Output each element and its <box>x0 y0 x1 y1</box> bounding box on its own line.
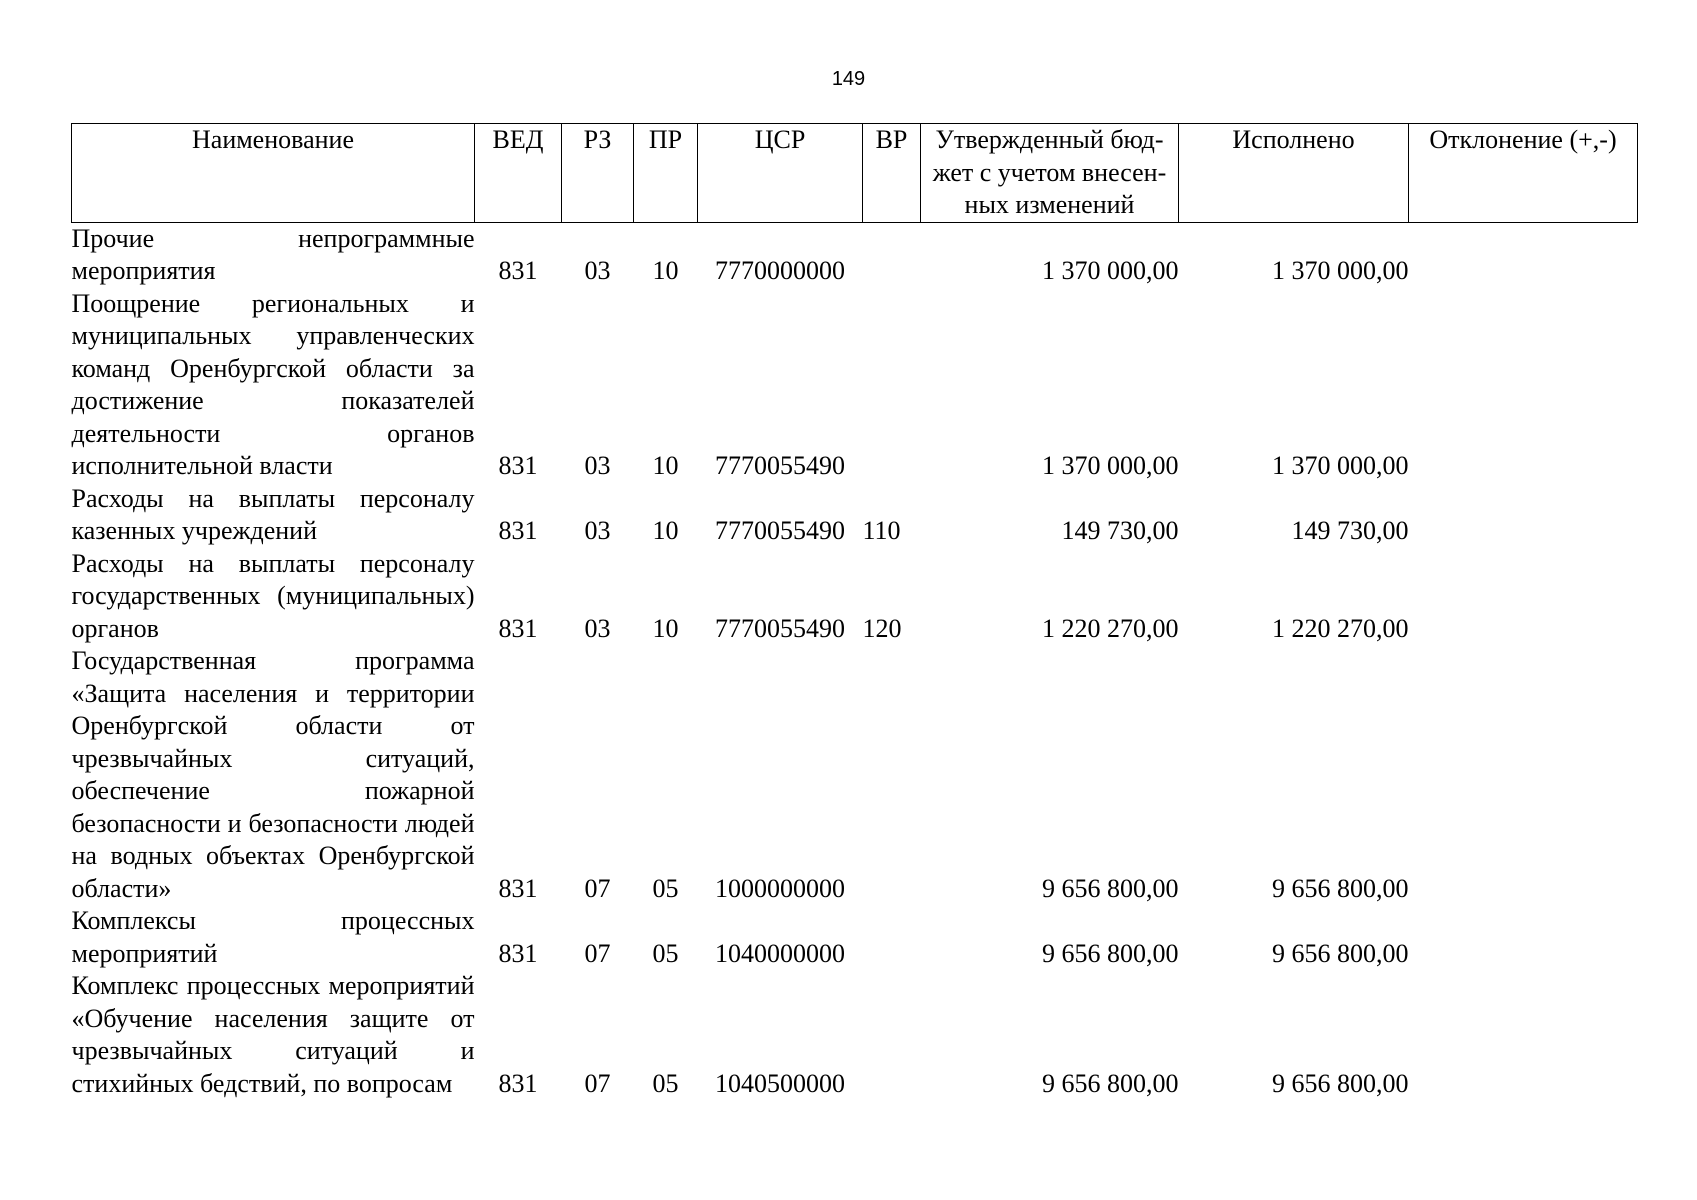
row-rz: 03 <box>584 516 611 545</box>
row-executed: 9 656 800,00 <box>1272 1068 1409 1098</box>
row-executed: 1 370 000,00 <box>1272 256 1409 285</box>
table-row <box>72 222 1638 288</box>
row-executed: 1 370 000,00 <box>1272 451 1409 480</box>
row-deviation <box>1409 645 1638 905</box>
row-pr: 10 <box>652 516 679 545</box>
table-row <box>72 483 1638 548</box>
row-rz: 07 <box>584 938 611 968</box>
row-ved: 831 <box>498 613 538 643</box>
row-executed: 9 656 800,00 <box>1272 873 1409 903</box>
row-vr <box>863 905 921 970</box>
row-executed: 149 730,00 <box>1291 516 1409 545</box>
table-row <box>72 970 1638 1100</box>
row-vr: 120 <box>862 613 902 643</box>
header-deviation: Отклонение (+,-) <box>1409 124 1638 223</box>
row-csr: 1040500000 <box>715 1068 845 1098</box>
row-name: Поощрение региональных и муниципальных управленческих команд Оренбургской области за достижение показателей деятельности органов исполнительной власти <box>71 288 475 480</box>
row-ved: 831 <box>498 873 538 903</box>
row-ved: 831 <box>498 451 538 480</box>
row-name: Расходы на выплаты персоналу государственных (муниципальных) органов <box>71 548 475 643</box>
row-approved: 1 370 000,00 <box>1042 256 1179 285</box>
row-deviation <box>1409 548 1638 646</box>
row-vr <box>863 288 921 483</box>
budget-table <box>71 123 1638 1100</box>
row-pr: 10 <box>652 451 679 480</box>
row-name: Государственная программа «Защита населения и территории Оренбургской области от чрезвычайных ситуаций, обеспечение пожарной безопасности и безопасности людей на водных объектах Оренбургской области» <box>71 646 475 903</box>
page-number: 149 <box>831 68 866 90</box>
row-csr: 7770055490 <box>715 613 845 643</box>
header-rz: РЗ <box>562 124 634 223</box>
row-vr <box>863 222 921 288</box>
table-row <box>72 905 1638 970</box>
row-ved: 831 <box>498 1068 538 1098</box>
row-pr: 05 <box>652 1068 679 1098</box>
row-csr: 1040000000 <box>715 938 845 968</box>
row-deviation <box>1409 905 1638 970</box>
row-ved: 831 <box>498 938 538 968</box>
table-row <box>72 548 1638 646</box>
row-executed: 1 220 270,00 <box>1272 613 1409 643</box>
row-executed: 9 656 800,00 <box>1272 938 1409 968</box>
row-approved: 9 656 800,00 <box>1042 938 1179 968</box>
header-ved: ВЕД <box>475 124 562 223</box>
row-csr: 7770055490 <box>715 451 845 480</box>
row-csr: 7770055490 <box>715 516 845 545</box>
row-vr <box>863 645 921 905</box>
row-csr: 7770000000 <box>715 256 845 285</box>
row-name: Расходы на выплаты персоналу казенных учреждений <box>71 483 475 545</box>
table-row <box>72 645 1638 905</box>
row-approved: 1 370 000,00 <box>1042 451 1179 480</box>
row-rz: 07 <box>584 1068 611 1098</box>
row-rz: 03 <box>584 613 611 643</box>
row-name: Комплекс процессных мероприятий «Обучение населения защите от чрезвычайных ситуаций и стихийных бедствий, по вопросам <box>71 971 475 1098</box>
row-deviation <box>1409 222 1638 288</box>
row-rz: 07 <box>584 873 611 903</box>
row-pr: 10 <box>652 256 679 285</box>
row-approved: 149 730,00 <box>1061 516 1179 545</box>
row-rz: 03 <box>584 451 611 480</box>
row-name: Комплексы процессных мероприятий <box>71 906 475 968</box>
header-name: Наименование <box>72 124 475 223</box>
header-approved: Утвержденный бюд-жет с учетом внесен-ных изменений <box>921 124 1179 223</box>
row-pr: 10 <box>652 613 679 643</box>
header-pr: ПР <box>634 124 698 223</box>
row-rz: 03 <box>584 256 611 285</box>
row-vr <box>863 970 921 1100</box>
header-executed: Исполнено <box>1179 124 1409 223</box>
row-pr: 05 <box>652 873 679 903</box>
row-approved: 9 656 800,00 <box>1042 873 1179 903</box>
row-approved: 1 220 270,00 <box>1042 613 1179 643</box>
row-pr: 05 <box>652 938 679 968</box>
row-deviation <box>1409 970 1638 1100</box>
row-deviation <box>1409 288 1638 483</box>
table-row <box>72 288 1638 483</box>
row-approved: 9 656 800,00 <box>1042 1068 1179 1098</box>
header-vr: ВР <box>863 124 921 223</box>
row-name: Прочие непрограммные мероприятия <box>71 223 475 285</box>
row-csr: 1000000000 <box>715 873 845 903</box>
row-deviation <box>1409 483 1638 548</box>
header-csr: ЦСР <box>698 124 863 223</box>
row-ved: 831 <box>498 516 538 545</box>
row-ved: 831 <box>498 256 538 285</box>
header-row <box>72 124 1638 223</box>
row-vr: 110 <box>862 516 901 545</box>
